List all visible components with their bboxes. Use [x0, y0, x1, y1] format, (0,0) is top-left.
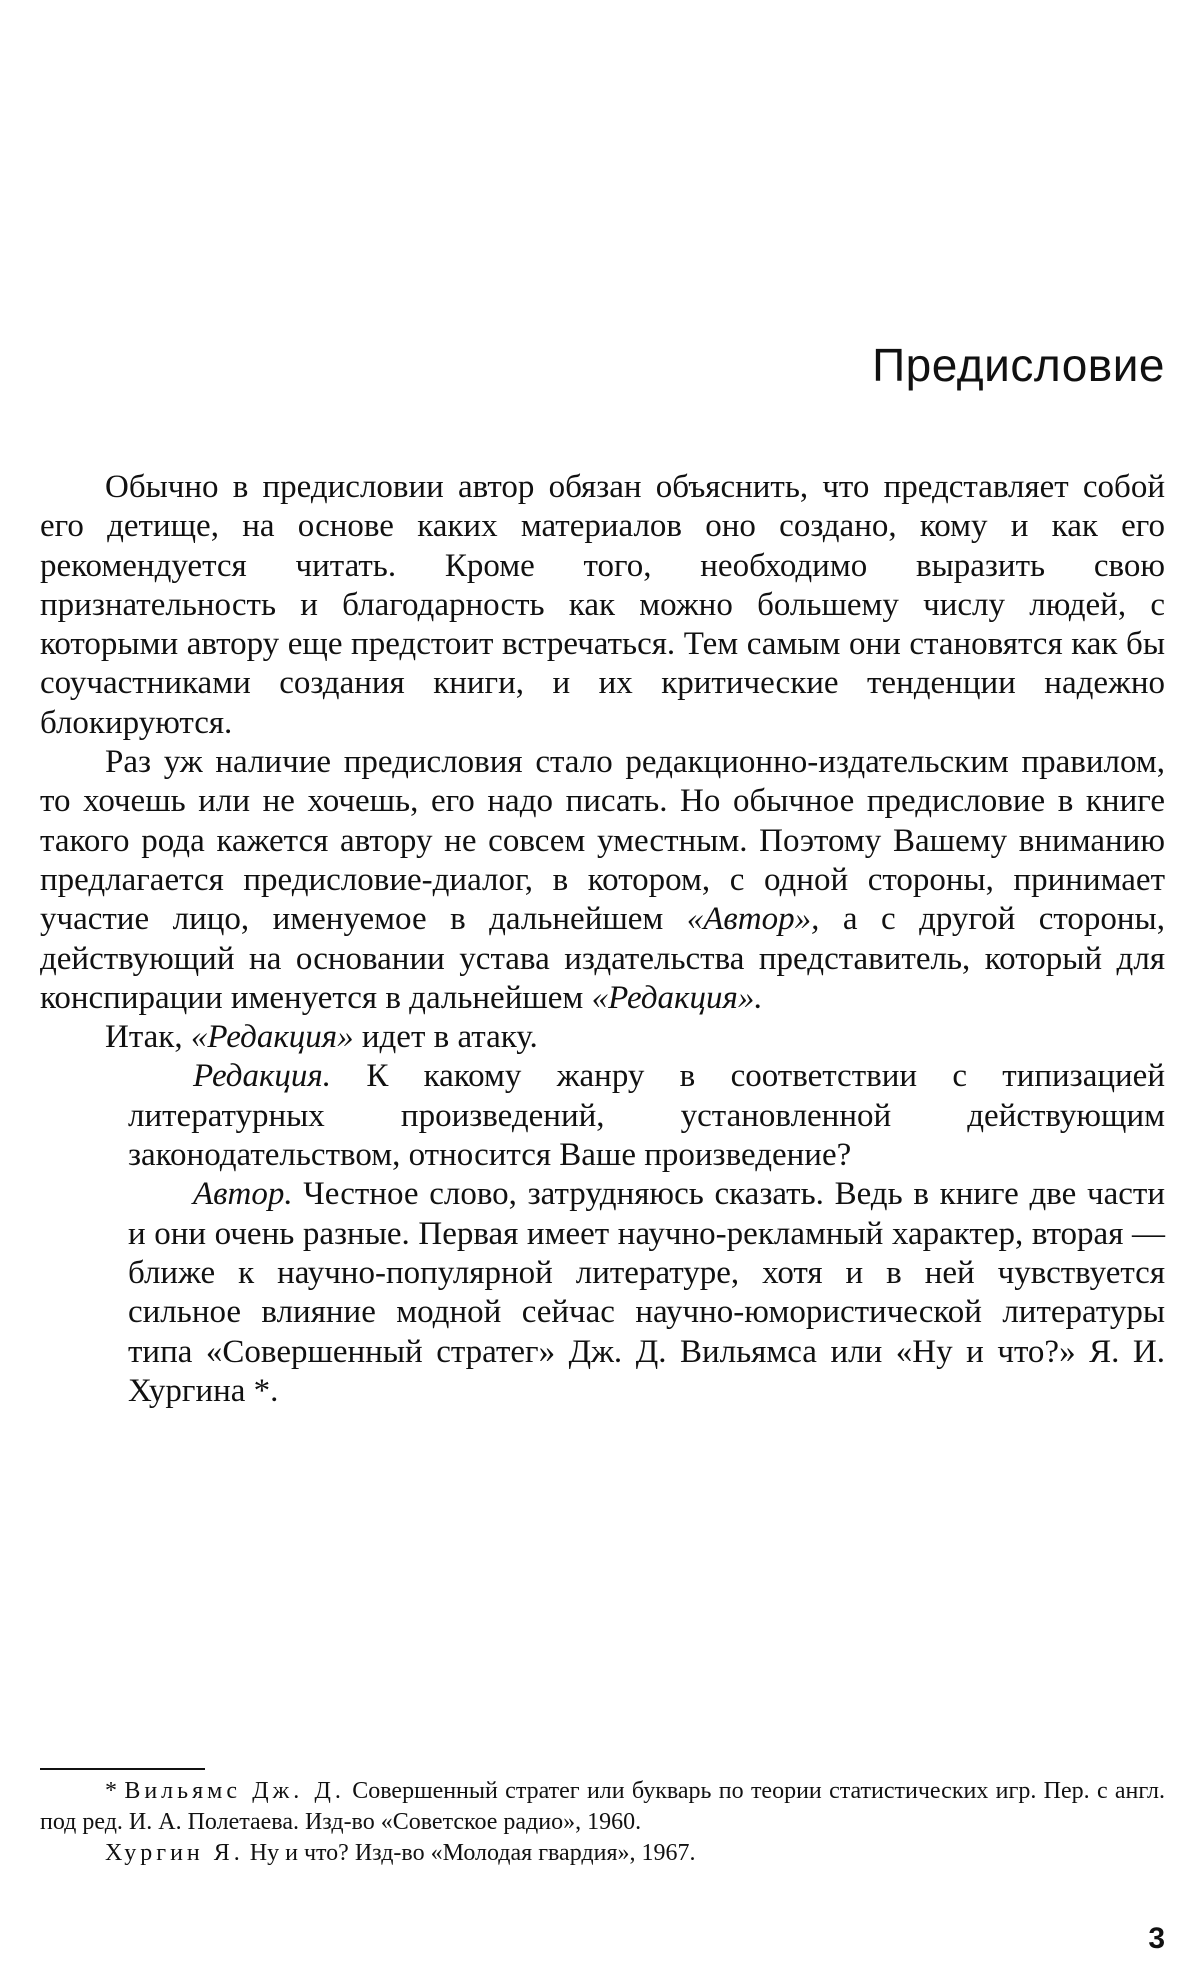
italic-author-term: «Автор», [686, 901, 820, 938]
dialogue-text: Честное слово, затрудняюсь сказать. Ведь в книге две части и они очень разные. Первая имеет научно-рекламный характер, вторая — ближе к научно-популярной литературе, хотя и в ней чувствуется сильное влияние модной сейчас научно-юмористической литературы типа «Совершенный стратег» Дж. Д. Вильямса или «Ну и что?» Я. И. Хургина *. [128, 1176, 1165, 1409]
footnote-author: Вильямс Дж. Д. [124, 1778, 345, 1804]
footnote-text: Совершенный стратег или букварь по теории статистических игр. Пер. с англ. под ред. И. А. Полетаева. Изд-во «Советское радио», 1960. [40, 1778, 1165, 1835]
footnotes [40, 1776, 1165, 1869]
speaker-label: Редакция. [193, 1058, 332, 1095]
paragraph-attack [40, 1018, 1165, 1057]
body-text [40, 468, 1165, 1411]
dialogue-line [40, 1057, 1165, 1175]
italic-editorial-term: «Редакция». [591, 979, 763, 1016]
book-page [40, 0, 1165, 1978]
paragraph-intro: Обычно в предисловии автор обязан объяснить, что представляет собой его детище, на основе каких материалов оно создано, кому и как его рекомендуется читать. Кроме того, необходимо выразить свою признательность и благодарность как можно большему числу людей, с которыми автору еще предстоит встречаться. Тем самым они становятся как бы соучастниками создания книги, и их критические тенденции надежно блокируются. [40, 469, 1165, 741]
footnote-text: Ну и что? Изд-во «Молодая гвардия», 1967. [243, 1840, 696, 1866]
paragraph-text: Итак, [105, 1019, 191, 1056]
footnote-marker: * [105, 1778, 125, 1804]
footnote-divider [40, 1768, 205, 1770]
speaker-label: Автор. [193, 1176, 293, 1213]
footnote [40, 1776, 1165, 1838]
paragraph-text: Раз уж наличие предисловия стало редакционно-издательским правилом, то хочешь или не хочешь, его надо писать. Но обычное предисловие в книге такого рода кажется автору не совсем уместным. Поэтому Вашему вниманию предлагается предисловие-диалог, в котором, с одной стороны, принимает участие лицо, именуемое в дальнейшем [40, 744, 1165, 938]
dialogue-text: К какому жанру в соответствии с типизацией литературных произведений, установленной действующим законодательством, относится Ваше произведение? [128, 1058, 1165, 1174]
footnote [40, 1838, 1165, 1869]
footnote-author: Хургин Я. [105, 1840, 244, 1866]
dialogue-line [40, 1175, 1165, 1411]
page-number: 3 [1148, 1922, 1165, 1955]
paragraph-text: идет в атаку. [353, 1019, 538, 1056]
italic-editorial-term: «Редакция» [190, 1019, 354, 1056]
paragraph-preface-dialog [40, 743, 1165, 1018]
paragraph-text: а с другой стороны, действующий на основании устава издательства представитель, который для конспирации именуется в дальнейшем [40, 901, 1165, 1016]
chapter-heading: Предисловие [872, 339, 1165, 391]
